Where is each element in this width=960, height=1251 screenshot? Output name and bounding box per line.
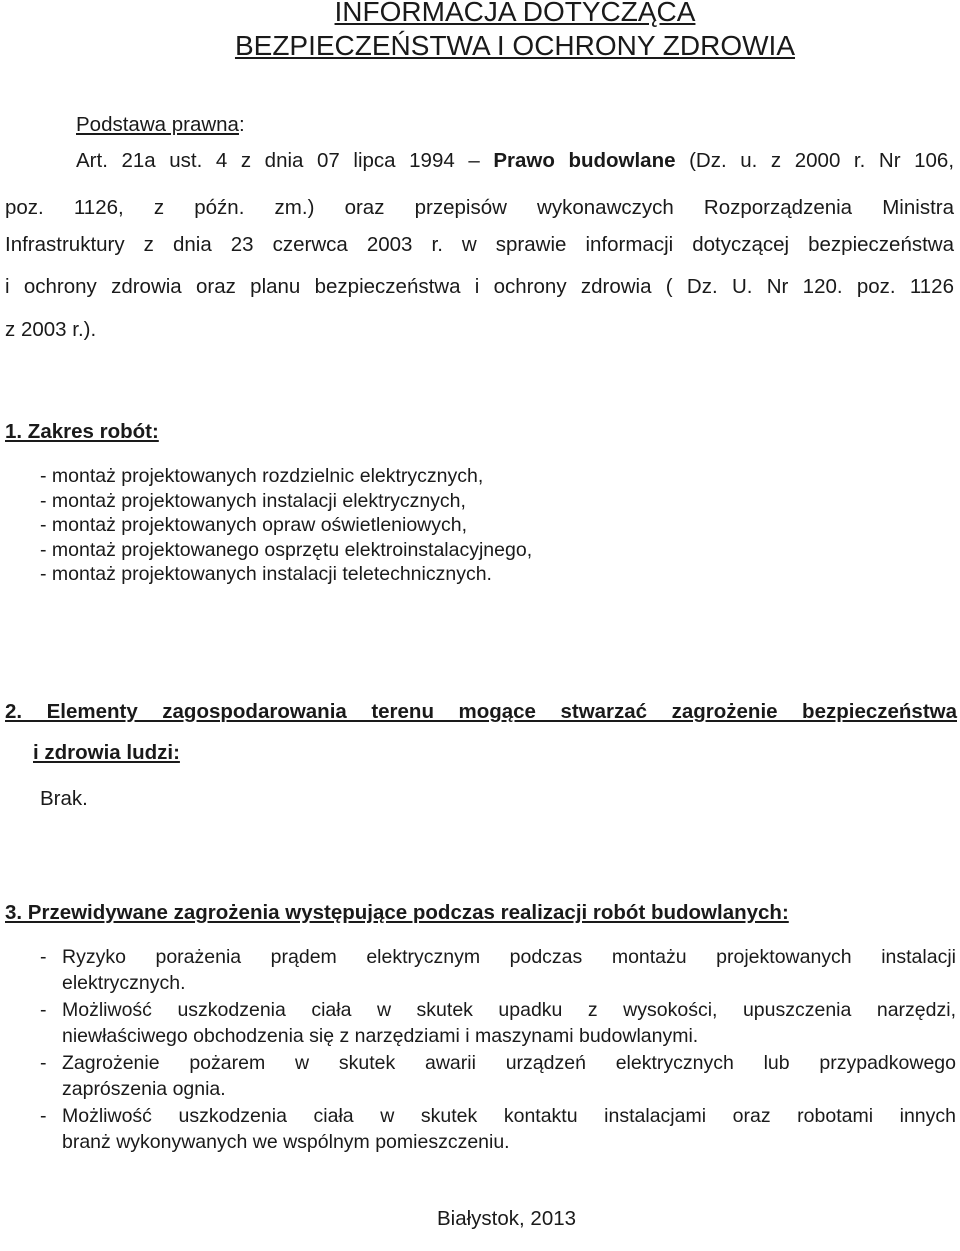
legal-basis-colon: : bbox=[238, 113, 245, 136]
list-item bbox=[40, 945, 956, 996]
section-3-heading: 3. Przewidywane zagrożenia występujące podczas realizacji robót budowlanych: bbox=[5, 901, 789, 924]
list-item-line-2: niewłaściwego obchodzenia się z narzędziami i maszynami budowlanymi. bbox=[62, 1024, 699, 1047]
list-item: - montaż projektowanych opraw oświetleniowych, bbox=[40, 514, 468, 537]
list-item: - montaż projektowanych rozdzielnic elektrycznych, bbox=[40, 465, 484, 487]
legal-basis-line-5: z 2003 r.). bbox=[5, 318, 97, 341]
legal-basis-journal: (Dz. u. z 2000 r. Nr 106, bbox=[689, 149, 955, 172]
list-item-line-2: branż wykonywanych we wspólnym pomieszczeniu. bbox=[62, 1130, 510, 1153]
legal-basis-act-name: Prawo budowlane bbox=[493, 149, 676, 172]
section-2-heading-line-1: 2. Elementy zagospodarowania terenu mogące stwarzać zagrożenie bezpieczeństwa bbox=[5, 700, 957, 723]
list-item-line-2: zaprószenia ognia. bbox=[62, 1077, 226, 1100]
legal-basis-line-1 bbox=[76, 140, 954, 182]
section-3-list bbox=[40, 945, 956, 1155]
legal-basis-dash: – bbox=[468, 149, 480, 172]
place-date: Białystok, 2013 bbox=[437, 1207, 577, 1230]
document-title-line-1: INFORMACJA DOTYCZĄCA bbox=[334, 0, 696, 27]
legal-basis-line-4: i ochrony zdrowia oraz planu bezpieczeństwa i ochrony zdrowia ( Dz. U. Nr 120. poz. 1126 bbox=[5, 275, 954, 298]
list-dash: - bbox=[40, 1052, 47, 1074]
section-1-heading bbox=[5, 420, 159, 444]
list-item: - montaż projektowanych instalacji elektrycznych, bbox=[40, 489, 466, 512]
list-item bbox=[40, 998, 956, 1049]
legal-basis-line-2: poz. 1126, z późn. zm.) oraz przepisów wykonawczych Rozporządzenia Ministra bbox=[5, 196, 954, 219]
section-2-heading-line-2: i zdrowia ludzi: bbox=[33, 741, 180, 764]
list-item: - montaż projektowanych instalacji teletechnicznych. bbox=[40, 563, 492, 586]
list-item-line-1: Ryzyko porażenia prądem elektrycznym podczas montażu projektowanych instalacji bbox=[62, 946, 956, 968]
section-1-list bbox=[40, 464, 532, 587]
list-dash: - bbox=[40, 999, 47, 1021]
list-item-line-2: elektrycznych. bbox=[62, 971, 186, 994]
list-item: - montaż projektowanego osprzętu elektroinstalacyjnego, bbox=[40, 538, 533, 561]
document-title-line-2: BEZPIECZEŃSTWA I OCHRONY ZDROWIA bbox=[234, 30, 796, 61]
list-item-line-1: Możliwość uszkodzenia ciała w skutek kontaktu instalacjami oraz robotami innych bbox=[62, 1105, 956, 1127]
list-item bbox=[40, 1104, 956, 1155]
list-item-line-1: Zagrożenie pożarem w skutek awarii urządzeń elektrycznych lub przypadkowego bbox=[62, 1052, 956, 1074]
list-dash: - bbox=[40, 946, 47, 968]
section-2-body: Brak. bbox=[40, 787, 88, 810]
list-item bbox=[40, 1051, 956, 1102]
list-dash: - bbox=[40, 1105, 47, 1127]
section-1-heading-text: 1. Zakres robót: bbox=[5, 420, 159, 443]
legal-basis-label: Podstawa prawna bbox=[76, 113, 239, 136]
legal-basis-line-3: Infrastruktury z dnia 23 czerwca 2003 r. w sprawie informacji dotyczącej bezpieczeństwa bbox=[5, 233, 954, 256]
list-item-line-1: Możliwość uszkodzenia ciała w skutek upadku z wysokości, upuszczenia narzędzi, bbox=[62, 999, 956, 1021]
legal-basis-art: Art. 21a ust. 4 z dnia 07 lipca 1994 bbox=[76, 149, 455, 172]
